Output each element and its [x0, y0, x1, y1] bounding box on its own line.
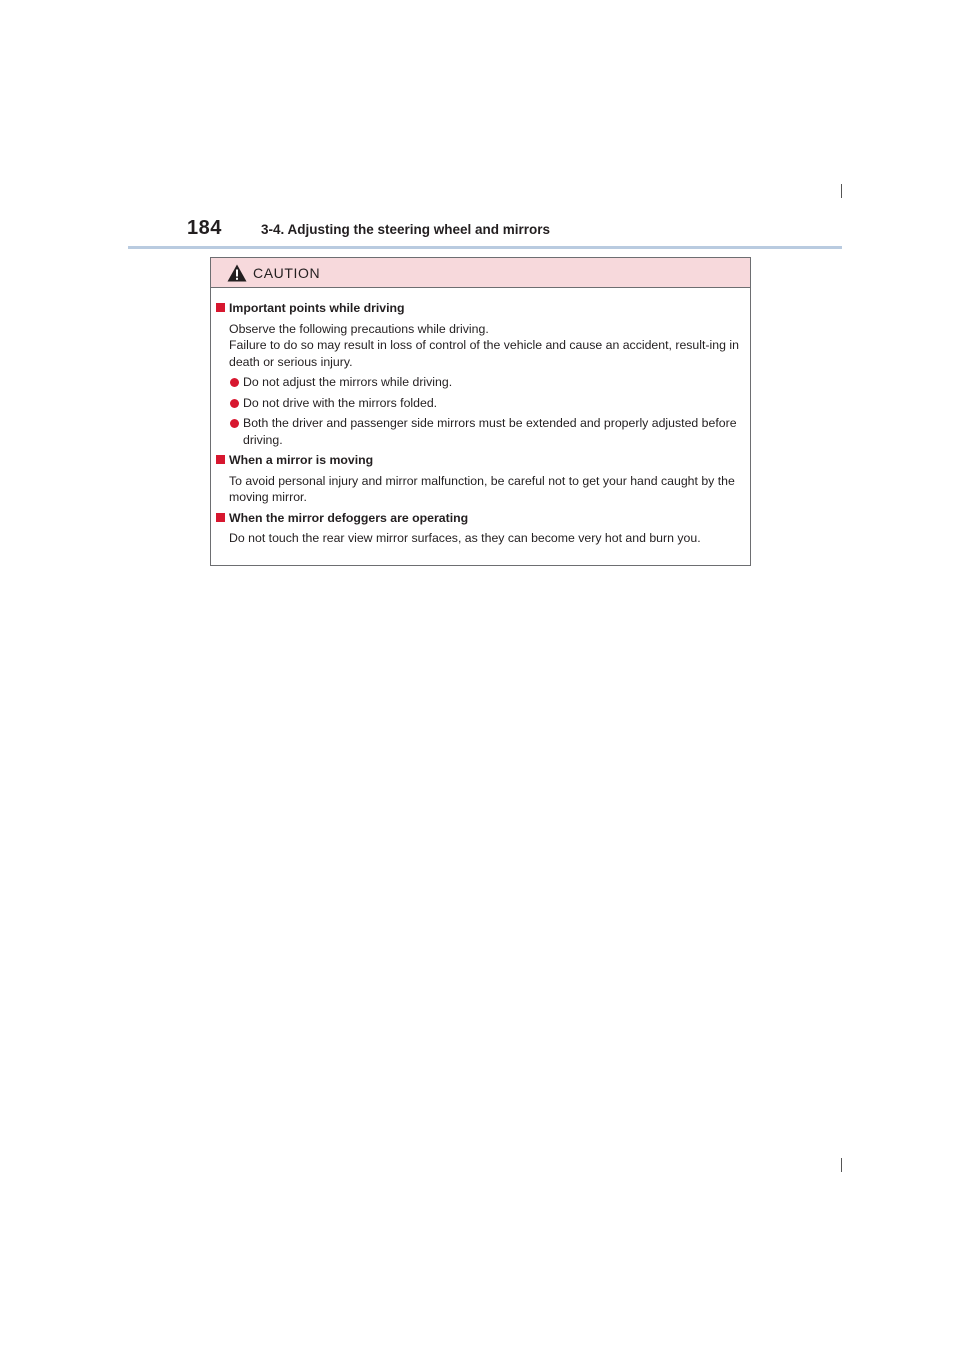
- red-bullet-icon: [230, 378, 239, 387]
- red-bullet-icon: [230, 419, 239, 428]
- crop-mark-top: [841, 184, 842, 198]
- caution-label: CAUTION: [253, 265, 321, 281]
- section-heading-text: When a mirror is moving: [229, 453, 374, 467]
- paragraph: [211, 321, 750, 371]
- page-number: 184: [187, 217, 222, 239]
- bullet-item: [211, 374, 750, 391]
- crop-mark-bottom: [841, 1158, 842, 1172]
- paragraph-text: Failure to do so may result in loss of control of the vehicle and cause an accident, result-ing in death or serious injury.: [229, 338, 739, 369]
- section-heading-text: When the mirror defoggers are operating: [229, 510, 469, 525]
- section-heading: [211, 452, 750, 469]
- page-header: [128, 214, 842, 249]
- caution-body: [211, 300, 750, 551]
- warning-triangle-icon: [227, 264, 247, 282]
- paragraph: [211, 473, 750, 506]
- bullet-text: Do not adjust the mirrors while driving.: [243, 375, 453, 389]
- bullet-item: [211, 395, 750, 412]
- section-heading: [211, 300, 750, 317]
- paragraph-text: Observe the following precautions while driving.: [229, 321, 489, 336]
- bullet-text: Both the driver and passenger side mirrors must be extended and properly adjusted before driving.: [243, 416, 737, 447]
- red-square-icon: [216, 303, 225, 312]
- paragraph-text: Do not touch the rear view mirror surfaces, as they can become very hot and burn you.: [229, 531, 701, 545]
- section-heading-text: Important points while driving: [229, 301, 405, 315]
- paragraph-text: To avoid personal injury and mirror malfunction, be careful not to get your hand caught by the moving mirror.: [229, 473, 735, 504]
- red-square-icon: [216, 513, 225, 522]
- caution-box: [210, 257, 751, 566]
- section-title: 3-4. Adjusting the steering wheel and mirrors: [261, 222, 551, 237]
- caution-header: [211, 258, 750, 288]
- bullet-text: Do not drive with the mirrors folded.: [243, 395, 438, 410]
- paragraph: [211, 530, 750, 547]
- bullet-item: [211, 415, 750, 448]
- red-bullet-icon: [230, 399, 239, 408]
- red-square-icon: [216, 455, 225, 464]
- section-heading: [211, 510, 750, 527]
